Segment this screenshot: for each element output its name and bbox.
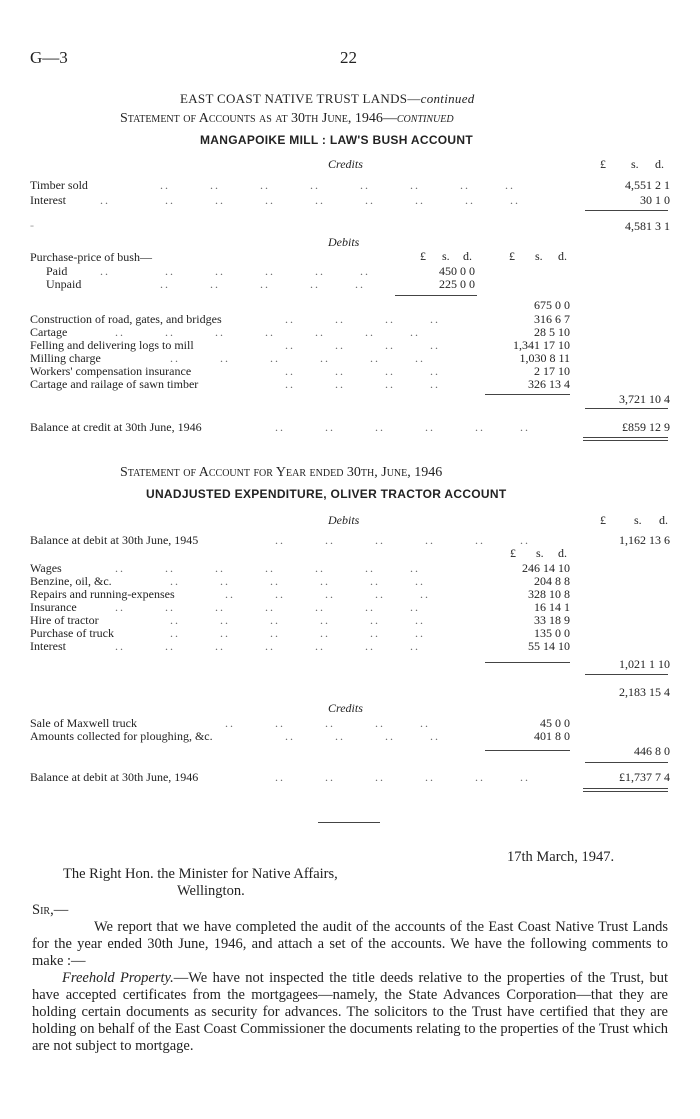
credits-heading: Credits bbox=[328, 157, 363, 171]
balance-row: Balance at debit at 30th June, 1946 .. .. .. .. .. .. £1,737 7 4 bbox=[30, 770, 670, 784]
credits-total: 446 8 0 bbox=[634, 744, 670, 758]
double-rule bbox=[583, 437, 668, 441]
debit-row: Cartage .. .. .. .. .. .. .. 28 5 10 bbox=[30, 325, 570, 339]
account-title: UNADJUSTED EXPENDITURE, OLIVER TRACTOR ACCOUNT bbox=[146, 487, 507, 501]
expenses-total: 1,021 1 10 bbox=[619, 657, 670, 671]
expense-row: Purchase of truck .. .. .. .. .. .. 135 0 0 bbox=[30, 626, 570, 640]
currency-pounds: £ bbox=[600, 513, 606, 527]
paragraph: We report that we have completed the audit of the accounts of the East Coast Native Trust Lands for the year ended 30th June, 1946, and attach a set of the accounts. We have the following comments to make :— bbox=[32, 919, 668, 969]
balance-value: £859 12 9 bbox=[622, 420, 670, 434]
col-pounds: £ bbox=[510, 546, 516, 560]
rule bbox=[485, 750, 570, 751]
debit-row: Workers' compensation insurance .. .. .. .. 2 17 10 bbox=[30, 364, 570, 378]
subtotal: 2,183 15 4 bbox=[619, 685, 670, 699]
currency-shillings: s. bbox=[631, 157, 639, 171]
balance-row: Balance at credit at 30th June, 1946 .. .. .. .. .. .. £859 12 9 bbox=[30, 420, 670, 434]
rule bbox=[395, 295, 477, 296]
currency-shillings: s. bbox=[634, 513, 642, 527]
balance-value: £1,737 7 4 bbox=[619, 770, 670, 784]
debit-row: Milling charge .. .. .. .. .. .. 1,030 8 11 bbox=[30, 351, 570, 365]
debit-row: Felling and delivering logs to mill .. .. .. .. 1,341 17 10 bbox=[30, 338, 570, 352]
rule bbox=[585, 674, 668, 675]
rule bbox=[485, 394, 570, 395]
opening-balance-row: Balance at debit at 30th June, 1945 .. .. .. .. .. .. 1,162 13 6 bbox=[30, 533, 670, 547]
rule bbox=[585, 210, 668, 211]
col-pence: d. bbox=[558, 546, 567, 560]
debits-heading: Debits bbox=[328, 235, 360, 249]
col-pounds: £ bbox=[509, 249, 515, 263]
rule bbox=[585, 762, 668, 763]
expense-row: Wages .. .. .. .. .. .. .. 246 14 10 bbox=[30, 561, 570, 575]
page-ref: G—3 bbox=[30, 48, 68, 67]
col-shillings: s. bbox=[536, 546, 544, 560]
debit-row: Cartage and railage of sawn timber .. .. .. .. 326 13 4 bbox=[30, 377, 570, 391]
credit-row: Timber sold .. .. .. .. .. .. .. .. 4,551 2 1 bbox=[30, 178, 670, 192]
purchase-total: 675 0 0 bbox=[534, 298, 570, 312]
currency-pounds: £ bbox=[600, 157, 606, 171]
stray-mark: - bbox=[30, 218, 34, 232]
purchase-row: Unpaid .. .. .. .. .. 225 0 0 bbox=[46, 277, 475, 291]
credit-row: Interest .. .. .. .. .. .. .. .. .. 30 1 0 bbox=[30, 193, 670, 207]
section-divider bbox=[318, 822, 380, 823]
addressee: The Right Hon. the Minister for Native Affairs, bbox=[63, 866, 338, 882]
statement-title: Statement of Accounts as at 30th June, 1946—continued bbox=[120, 111, 454, 126]
currency-pence: d. bbox=[655, 157, 664, 171]
col-pounds: £ bbox=[420, 249, 426, 263]
credits-total: 4,581 3 1 bbox=[625, 219, 670, 233]
statement-title: Statement of Account for Year ended 30th, June, 1946 bbox=[120, 465, 443, 480]
credit-row: Sale of Maxwell truck .. .. .. .. .. 45 0 0 bbox=[30, 716, 570, 730]
expense-row: Insurance .. .. .. .. .. .. .. 16 14 1 bbox=[30, 600, 570, 614]
rule bbox=[485, 662, 570, 663]
debit-row: Construction of road, gates, and bridges .. .. .. .. 316 6 7 bbox=[30, 312, 570, 326]
col-pence: d. bbox=[558, 249, 567, 263]
expense-row: Interest .. .. .. .. .. .. .. 55 14 10 bbox=[30, 639, 570, 653]
paragraph: Freehold Property.—We have not inspected the title deeds relative to the properties of the Trust, but have accepted certificates from the mortgagees—namely, the State Advances Corporation—that they are holding certain documents as security for advances. The solicitors to the Trust have certified that they are holding on behalf of the East Coast Commissioner the documents relating to the properties of the Trust which are not subject to mortgage. bbox=[32, 970, 668, 1054]
col-shillings: s. bbox=[442, 249, 450, 263]
currency-pence: d. bbox=[659, 513, 668, 527]
expense-row: Hire of tractor .. .. .. .. .. .. 33 18 9 bbox=[30, 613, 570, 627]
expense-row: Benzine, oil, &c. .. .. .. .. .. .. 204 8 8 bbox=[30, 574, 570, 588]
page-number: 22 bbox=[340, 48, 357, 67]
credit-row: Amounts collected for ploughing, &c. .. .. .. .. 401 8 0 bbox=[30, 729, 570, 743]
col-shillings: s. bbox=[535, 249, 543, 263]
double-rule bbox=[583, 788, 668, 792]
letter-date: 17th March, 1947. bbox=[507, 849, 615, 865]
salutation: Sir,— bbox=[32, 902, 69, 918]
debits-heading: Debits bbox=[328, 513, 360, 527]
credits-heading: Credits bbox=[328, 701, 363, 715]
addressee-city: Wellington. bbox=[177, 883, 245, 899]
debits-total: 3,721 10 4 bbox=[619, 392, 670, 406]
expense-row: Repairs and running-expenses .. .. .. .. .. 328 10 8 bbox=[30, 587, 570, 601]
col-pence: d. bbox=[463, 249, 472, 263]
purchase-heading: Purchase-price of bush— bbox=[30, 250, 152, 264]
rule bbox=[585, 408, 668, 409]
section-title: EAST COAST NATIVE TRUST LANDS—continued bbox=[180, 91, 475, 106]
account-title: MANGAPOIKE MILL : LAW'S BUSH ACCOUNT bbox=[200, 133, 473, 147]
purchase-row: Paid .. .. .. .. .. .. 450 0 0 bbox=[46, 264, 475, 278]
